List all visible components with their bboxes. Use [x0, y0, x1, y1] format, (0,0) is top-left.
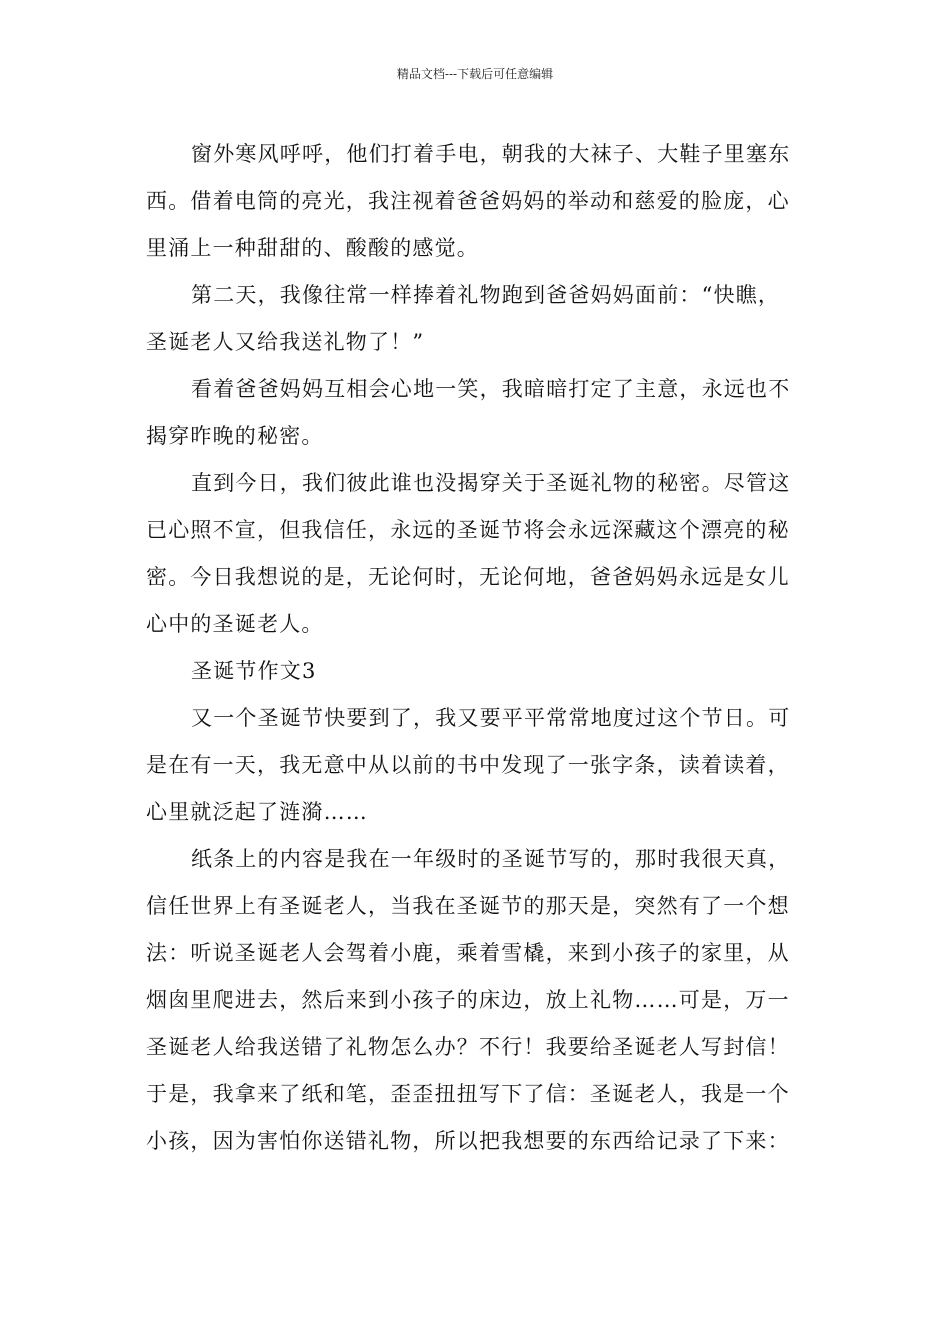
text-line: 心中的圣诞老人。	[146, 612, 324, 636]
paragraph	[146, 131, 806, 272]
paragraph	[146, 695, 806, 836]
text-line: 窗外寒风呼呼，他们打着手电，朝我的大袜子、大鞋子里塞东	[191, 142, 791, 166]
text-line: 法：听说圣诞老人会驾着小鹿，乘着雪橇，来到小孩子的家里，从	[146, 941, 790, 965]
text-line: 揭穿昨晚的秘密。	[146, 424, 324, 448]
text-line: 又一个圣诞节快要到了，我又要平平常常地度过这个节日。可	[191, 706, 791, 730]
paragraph	[146, 836, 806, 1165]
text-line: 里涌上一种甜甜的、酸酸的感觉。	[146, 236, 479, 260]
text-line: 第二天，我像往常一样捧着礼物跑到爸爸妈妈面前：“快瞧，	[191, 283, 781, 307]
text-line: 心里就泛起了涟漪……	[146, 800, 368, 824]
text-line: 看着爸爸妈妈互相会心地一笑，我暗暗打定了主意，永远也不	[191, 377, 791, 401]
paragraph	[146, 366, 806, 460]
document-body	[146, 131, 806, 1165]
paragraph	[146, 272, 806, 366]
text-line: 烟囱里爬进去，然后来到小孩子的床边，放上礼物……可是，万一	[146, 988, 790, 1012]
heading-text: 圣诞节作文3	[191, 659, 317, 683]
text-line: 西。借着电筒的亮光，我注视着爸爸妈妈的举动和慈爱的脸庞，心	[146, 189, 790, 213]
text-line: 圣诞老人给我送错了礼物怎么办？不行！我要给圣诞老人写封信！	[146, 1035, 790, 1059]
text-line: 小孩，因为害怕你送错礼物，所以把我想要的东西给记录了下来：	[146, 1129, 790, 1153]
page-header: 精品文档---下载后可任意编辑	[396, 67, 554, 81]
text-line: 于是，我拿来了纸和笔，歪歪扭扭写下了信：圣诞老人，我是一个	[146, 1082, 790, 1106]
paragraph	[146, 460, 806, 648]
text-line: 已心照不宣，但我信任，永远的圣诞节将会永远深藏这个漂亮的秘	[146, 518, 790, 542]
text-line: 信任世界上有圣诞老人，当我在圣诞节的那天是，突然有了一个想	[146, 894, 790, 918]
text-line: 圣诞老人又给我送礼物了！”	[146, 330, 425, 354]
section-heading	[146, 648, 806, 695]
text-line: 纸条上的内容是我在一年级时的圣诞节写的，那时我很天真，	[191, 847, 791, 871]
text-line: 是在有一天，我无意中从以前的书中发现了一张字条，读着读着，	[146, 753, 790, 777]
text-line: 直到今日，我们彼此谁也没揭穿关于圣诞礼物的秘密。尽管这	[191, 471, 791, 495]
text-line: 密。今日我想说的是，无论何时，无论何地，爸爸妈妈永远是女儿	[146, 565, 790, 589]
